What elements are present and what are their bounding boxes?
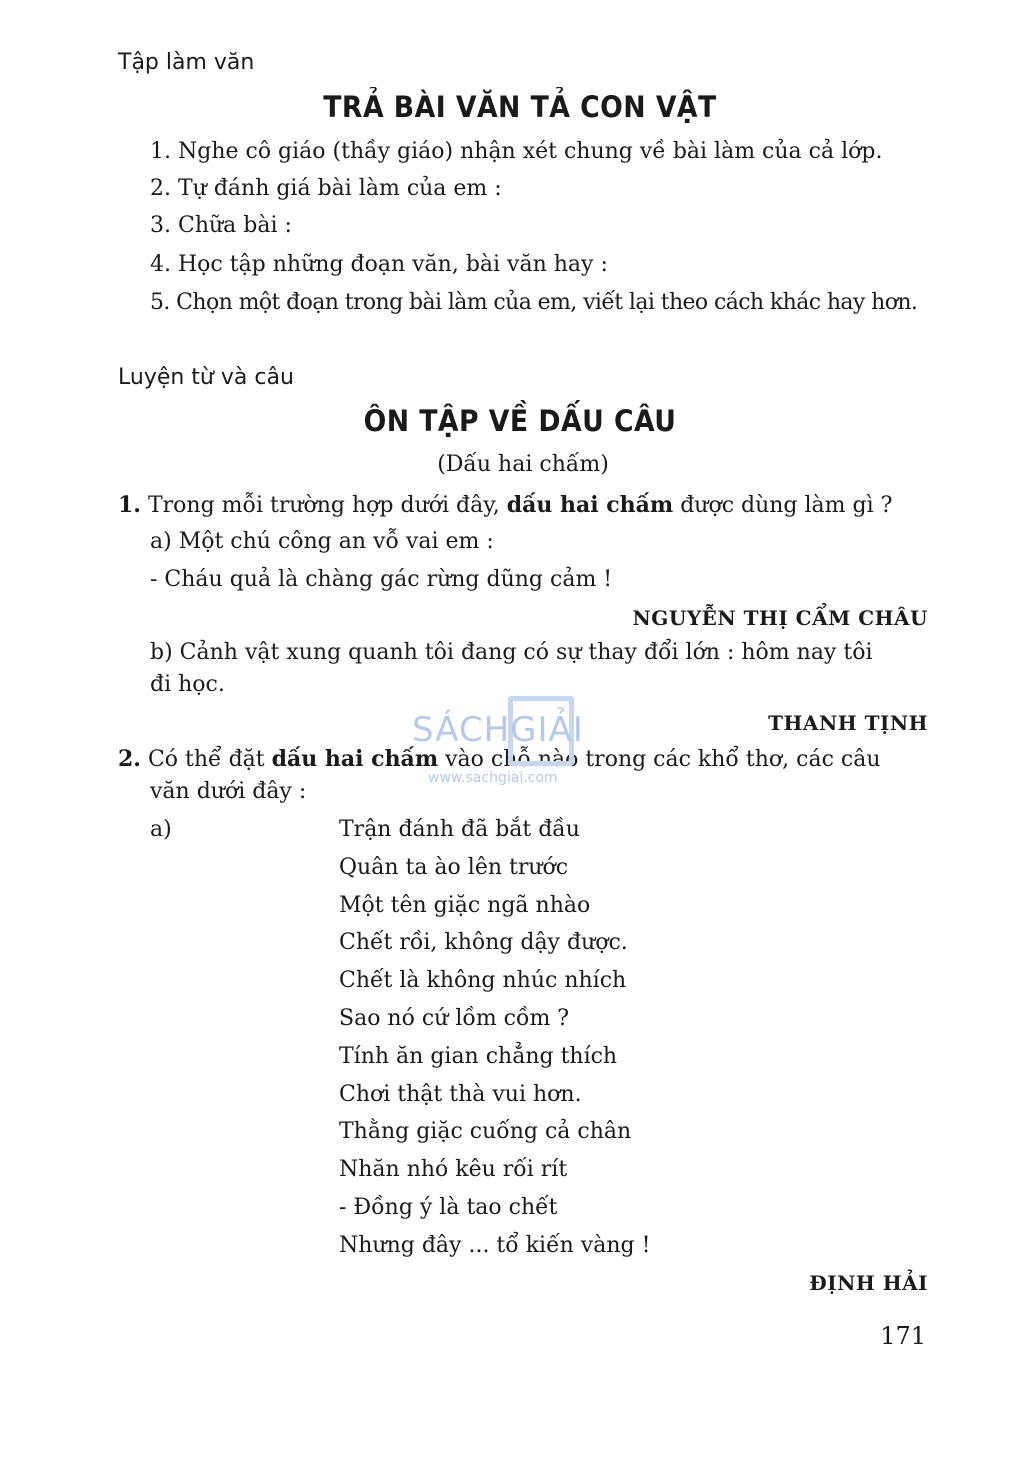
q1-a-line: a) Một chú công an vỗ vai em : — [150, 529, 494, 554]
q1-a-author: NGUYỄN THỊ CẨM CHÂU — [632, 606, 928, 630]
poem-line: Một tên giặc ngã nhào — [339, 892, 591, 918]
question-number: 2. — [118, 746, 141, 772]
q1-a-quote: - Cháu quả là chàng gác rừng dũng cảm ! — [150, 567, 613, 592]
question-1 — [118, 492, 892, 518]
question-text: Trong mỗi trường hợp dưới đây, — [140, 493, 507, 518]
poem-line: Thằng giặc cuống cả chân — [339, 1119, 632, 1145]
poem-line: Chơi thật thà vui hơn. — [339, 1081, 582, 1107]
q2-a-label: a) — [150, 817, 172, 842]
question-number: 1. — [118, 492, 141, 518]
poem-line: Chết rồi, không dậy được. — [339, 930, 628, 956]
question-text-end: vào chỗ nào trong các khổ thơ, các câu — [438, 747, 881, 772]
exercise-item-1: 1. Nghe cô giáo (thầy giáo) nhận xét chung về bài làm của cả lớp. — [150, 139, 883, 164]
poem-line: Tính ăn gian chẳng thích — [339, 1043, 618, 1069]
exercise-item-5: 5. Chọn một đoạn trong bài làm của em, viết lại theo cách khác hay hơn. — [150, 290, 918, 315]
exercise-item-3: 3. Chữa bài : — [150, 213, 292, 238]
question-emphasis: dấu hai chấm — [506, 492, 674, 518]
q2-author: ĐỊNH HẢI — [809, 1271, 928, 1295]
lesson-title-on-tap: ÔN TẬP VỀ DẤU CÂU — [363, 404, 677, 438]
poem-line: Nhưng đây ... tổ kiến vàng ! — [339, 1232, 651, 1258]
watermark-logo — [412, 694, 622, 790]
exercise-item-4: 4. Học tập những đoạn văn, bài văn hay : — [150, 252, 608, 277]
poem-line: Trận đánh đã bắt đầu — [339, 817, 580, 842]
q1-b-line-2: đi học. — [150, 672, 225, 697]
question-text: Có thể đặt — [140, 747, 272, 772]
lesson-subtitle: (Dấu hai chấm) — [437, 452, 609, 477]
q2-line-2: văn dưới đây : — [150, 779, 307, 804]
question-emphasis: dấu hai chấm — [271, 746, 439, 772]
page-number: 171 — [880, 1322, 926, 1350]
lesson-title-tra-bai: TRẢ BÀI VĂN TẢ CON VẬT — [323, 90, 717, 124]
poem-line: Chết là không nhúc nhích — [339, 968, 627, 994]
watermark-text: SÁCHGIẢI — [412, 710, 584, 750]
watermark-url: www.sachgiai.com — [428, 770, 558, 786]
q1-b-line: b) Cảnh vật xung quanh tôi đang có sự thay đổi lớn : hôm nay tôi — [150, 640, 873, 665]
poem-line: Quân ta ào lên trước — [339, 854, 569, 880]
poem-line: Nhăn nhó kêu rối rít — [339, 1157, 568, 1183]
section-heading-luyen-tu: Luyện từ và câu — [118, 365, 294, 390]
poem-line: Sao nó cứ lồm cồm ? — [339, 1006, 570, 1031]
section-heading-tap-lam-van: Tập làm văn — [118, 50, 255, 75]
q1-b-author: THANH TỊNH — [768, 711, 928, 735]
exercise-item-2: 2. Tự đánh giá bài làm của em : — [150, 176, 502, 201]
poem-line: - Đồng ý là tao chết — [339, 1195, 558, 1220]
question-text-end: được dùng làm gì ? — [673, 493, 893, 518]
